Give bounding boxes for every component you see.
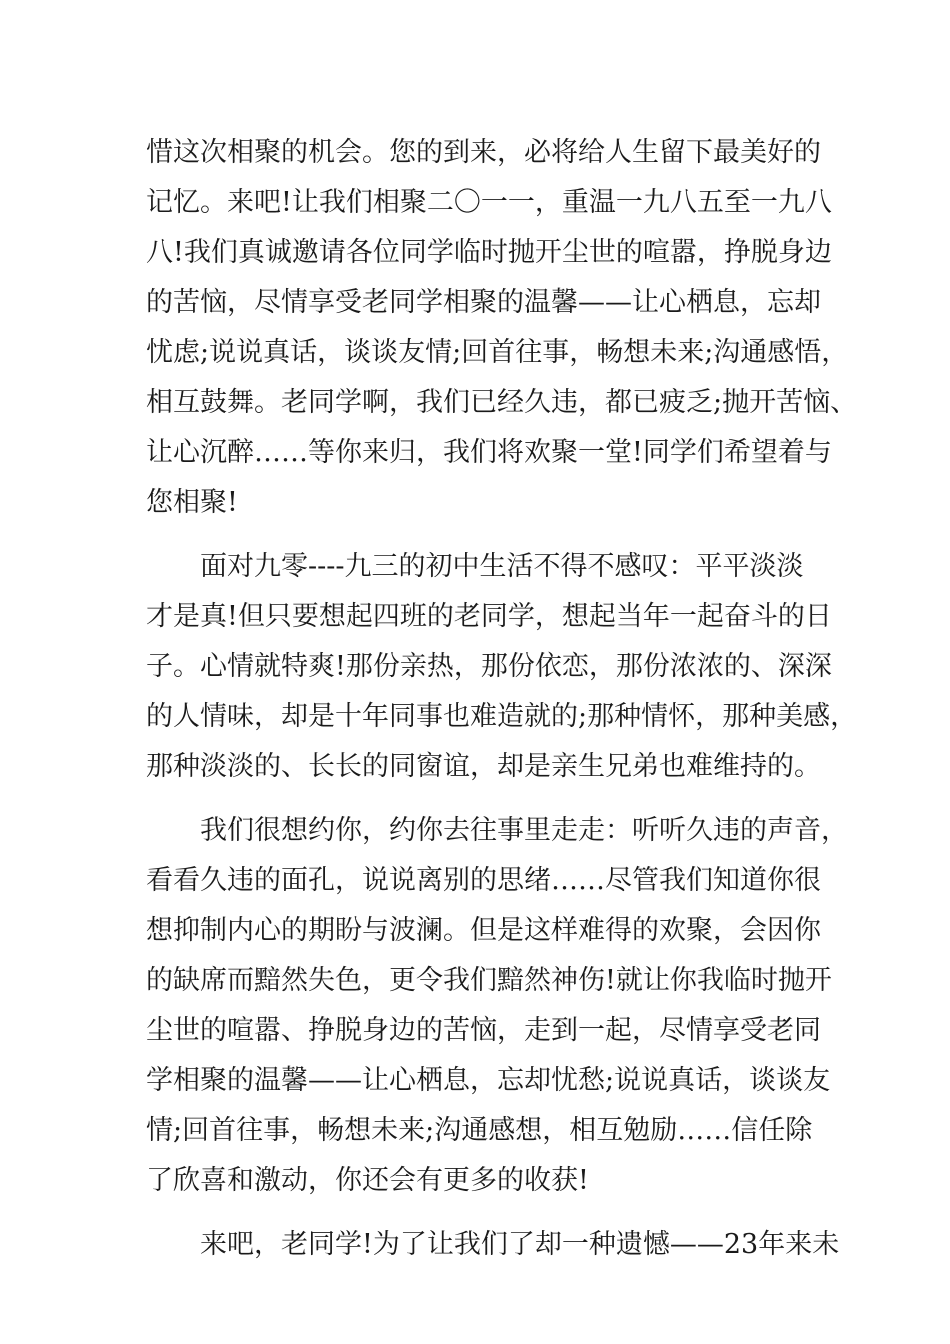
- paragraph-1: [146, 128, 858, 528]
- text-line: 的缺席而黯然失色，更令我们黯然神伤!就让你我临时抛开: [146, 965, 832, 996]
- text-line: 看看久违的面孔，说说离别的思绪……尽管我们知道你很: [146, 865, 821, 896]
- paragraph-3: [146, 806, 848, 1206]
- text-line: 尘世的喧嚣、挣脱身边的苦恼，走到一起，尽情享受老同: [146, 1015, 821, 1046]
- text-line: 忧虑;说说真话，谈谈友情;回首往事，畅想未来;沟通感悟，: [146, 337, 849, 368]
- paragraph-2: [146, 542, 858, 792]
- text-line: 我们很想约你，约你去往事里走走：听听久违的声音，: [146, 815, 848, 846]
- text-line: 的苦恼，尽情享受老同学相聚的温馨——让心栖息，忘却: [146, 287, 821, 318]
- text-line: 学相聚的温馨——让心栖息，忘却忧愁;说说真话，谈谈友: [146, 1065, 831, 1096]
- paragraph-gap: [146, 1206, 816, 1220]
- paragraph-gap: [146, 528, 816, 542]
- text-line: 想抑制内心的期盼与波澜。但是这样难得的欢聚，会因你: [146, 915, 821, 946]
- text-line: 那种淡淡的、长长的同窗谊，却是亲生兄弟也难维持的。: [146, 751, 821, 782]
- text-line: 惜这次相聚的机会。您的到来，必将给人生留下最美好的: [146, 137, 821, 168]
- body-text: [146, 128, 858, 1270]
- text-line: 记忆。来吧!让我们相聚二〇一一，重温一九八五至一九八: [146, 187, 832, 218]
- text-line: 面对九零----九三的初中生活不得不感叹：平平淡淡: [146, 551, 804, 582]
- paragraph-gap: [146, 792, 816, 806]
- text-line: 情;回首往事，畅想未来;沟通感想，相互勉励……信任除: [146, 1115, 813, 1146]
- text-line: 来吧，老同学!为了让我们了却一种遗憾——23年来未: [146, 1229, 840, 1260]
- text-line: 您相聚!: [146, 487, 238, 518]
- paragraph-4: [146, 1220, 840, 1270]
- text-line: 了欣喜和激动，你还会有更多的收获!: [146, 1165, 589, 1196]
- text-line: 子。心情就特爽!那份亲热，那份依恋，那份浓浓的、深深: [146, 651, 832, 682]
- text-line: 八!我们真诚邀请各位同学临时抛开尘世的喧嚣，挣脱身边: [146, 237, 832, 268]
- text-line: 的人情味，却是十年同事也难造就的;那种情怀，那种美感，: [146, 701, 858, 732]
- text-line: 相互鼓舞。老同学啊，我们已经久违，都已疲乏;抛开苦恼、: [146, 387, 858, 418]
- text-line: 才是真!但只要想起四班的老同学，想起当年一起奋斗的日: [146, 601, 832, 632]
- text-line: 让心沉醉……等你来归，我们将欢聚一堂!同学们希望着与: [146, 437, 832, 468]
